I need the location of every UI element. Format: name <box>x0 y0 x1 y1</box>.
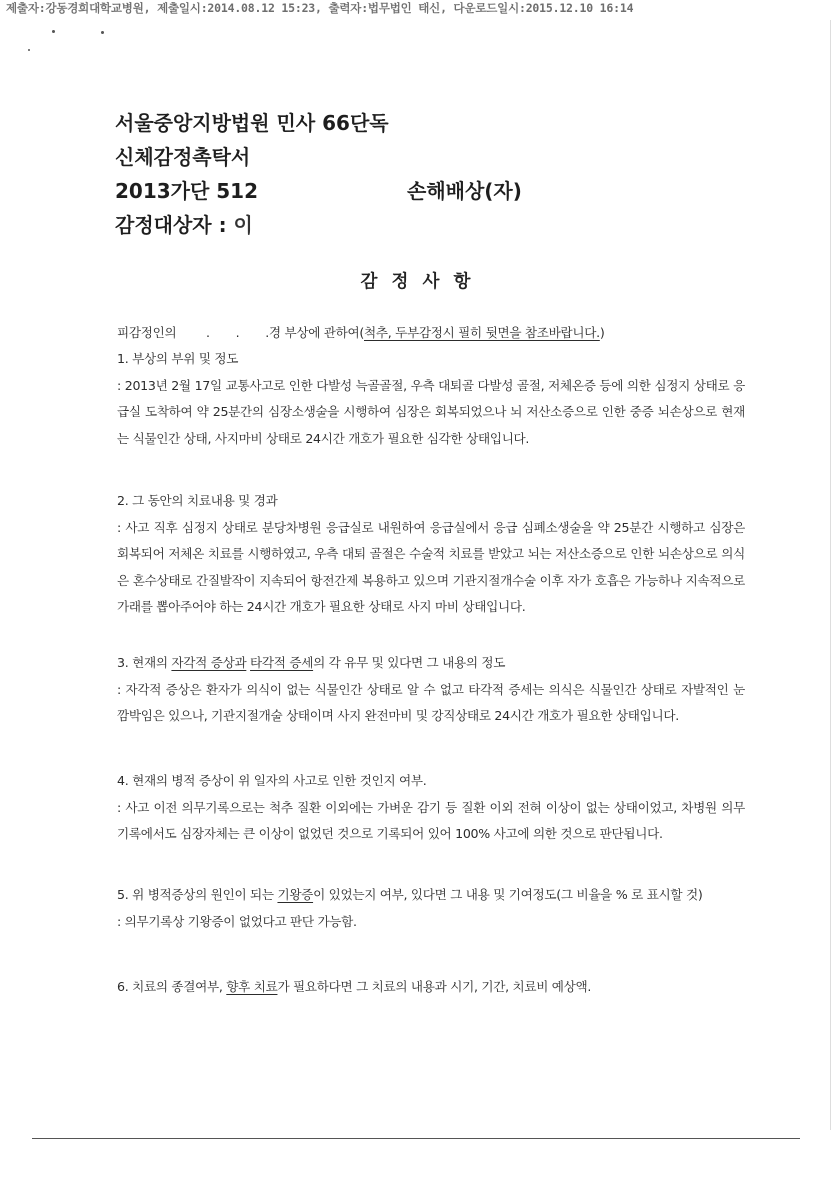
section-title-underlined: 타각적 증세 <box>250 655 314 670</box>
section-title <box>117 882 745 909</box>
section-4 <box>117 768 745 848</box>
section-title-part: 6. 치료의 종결여부, <box>117 979 227 994</box>
subject-name: 이 <box>233 213 253 237</box>
section-title-part: 가 필요하다면 그 치료의 내용과 시기, 기간, 치료비 예상액. <box>277 979 592 994</box>
section-body: : 자각적 증상은 환자가 의식이 없는 식물인간 상태로 알 수 없고 타각적 증세는 의식은 식물인간 상태로 자발적인 눈 깜박임은 있으나, 기관지절개술 상태이며 사지 완전마비 및 강직상태로 24시간 개호가 필요한 상태입니다. <box>117 681 745 723</box>
section-title-part: 이 있었는지 여부, 있다면 그 내용 및 기여정도(그 비율을 % 로 표시할 것) <box>313 887 703 902</box>
page-edge <box>830 20 831 1130</box>
section-body: : 사고 이전 의무기록으로는 척추 질환 이외에는 가벼운 감기 등 질환 이외 전혀 이상이 없는 상태이었고, 차병원 의무기록에서도 심장자체는 큰 이상이 없었던 것으로 기록되어 있어 100% 사고에 의한 것으로 판단됩니다. <box>117 799 745 841</box>
case-number: 2013가단 512 <box>115 179 259 203</box>
section-title-underlined: 향후 치료 <box>226 979 278 994</box>
section-title: 1. 부상의 부위 및 정도 <box>117 351 239 366</box>
section-3 <box>117 650 745 730</box>
section-heading: 감 정 사 항 <box>360 272 475 292</box>
case-name: 손해배상(자) <box>407 179 522 203</box>
document-type: 신체감정촉탁서 <box>115 145 251 169</box>
section-title: 2. 그 동안의 치료내용 및 경과 <box>117 493 278 508</box>
intro-suffix: ) <box>599 325 605 340</box>
fax-header: 제출자:강동경희대학교병원, 제출일시:2014.08.12 15:23, 출력자:법무법인 태신, 다운로드일시:2015.12.10 16:14 <box>6 1 634 15</box>
section-title <box>117 650 745 677</box>
intro-line <box>117 320 745 347</box>
scan-speck <box>52 30 55 33</box>
section-title-underlined: 기왕증 <box>277 887 314 902</box>
section-title-part: 의 각 유무 및 있다면 그 내용의 정도 <box>313 655 506 670</box>
intro-note: 척추, 두부감정시 필히 뒷면을 참조바랍니다. <box>364 325 600 340</box>
section-body: : 의무기록상 기왕증이 없었다고 판단 가능함. <box>117 913 357 929</box>
intro-prefix: 피감정인의 . . .경 부상에 관하여( <box>117 325 364 340</box>
section-title <box>117 974 745 1001</box>
section-title: 4. 현재의 병적 증상이 위 일자의 사고로 인한 것인지 여부. <box>117 773 427 788</box>
section-title-part: 5. 위 병적증상의 원인이 되는 <box>117 887 278 902</box>
bottom-rule <box>32 1138 800 1139</box>
section-1 <box>117 346 745 452</box>
section-title-underlined: 자각적 증상과 <box>171 655 247 670</box>
case-line <box>115 174 522 208</box>
section-5 <box>117 882 745 935</box>
subject-line <box>115 208 389 242</box>
section-body: : 2013년 2월 17일 교통사고로 인한 다발성 늑골골절, 우측 대퇴골 다발성 골절, 저체온증 등에 의한 심정지 상태로 응급실 도착하여 약 25분간의 심장소생술을 시행하여 심장은 회복되었으나 뇌 저산소증으로 인한 중증 뇌손상으로 현재는 식물인간 상태, 사지마비 상태로 24시간 개호가 필요한 심각한 상태입니다. <box>117 377 745 446</box>
subject-label: 감정대상자 : <box>115 213 234 237</box>
scan-speck <box>28 49 30 51</box>
section-6 <box>117 974 745 1001</box>
title-block <box>115 106 522 242</box>
court-name: 서울중앙지방법원 민사 66단독 <box>115 111 389 135</box>
section-2 <box>117 488 745 621</box>
section-body: : 사고 직후 심정지 상태로 분당차병원 응급실로 내원하여 응급실에서 응급 심폐소생술을 약 25분간 시행하고 심장은 회복되어 저체온 치료를 시행하였고, 우측 대퇴 골절은 수술적 치료를 받았고 뇌는 저산소증으로 인한 뇌손상으로 의식은 혼수상태로 간질발작이 지속되어 항전간제 복용하고 있으며 기관지절개수술 이후 자가 호흡은 가능하나 지속적으로 가래를 뽑아주어야 하는 24시간 개호가 필요한 상태로 사지 마비 상태입니다. <box>117 519 745 614</box>
scan-speck <box>101 31 104 34</box>
section-title-part: 3. 현재의 <box>117 655 172 670</box>
